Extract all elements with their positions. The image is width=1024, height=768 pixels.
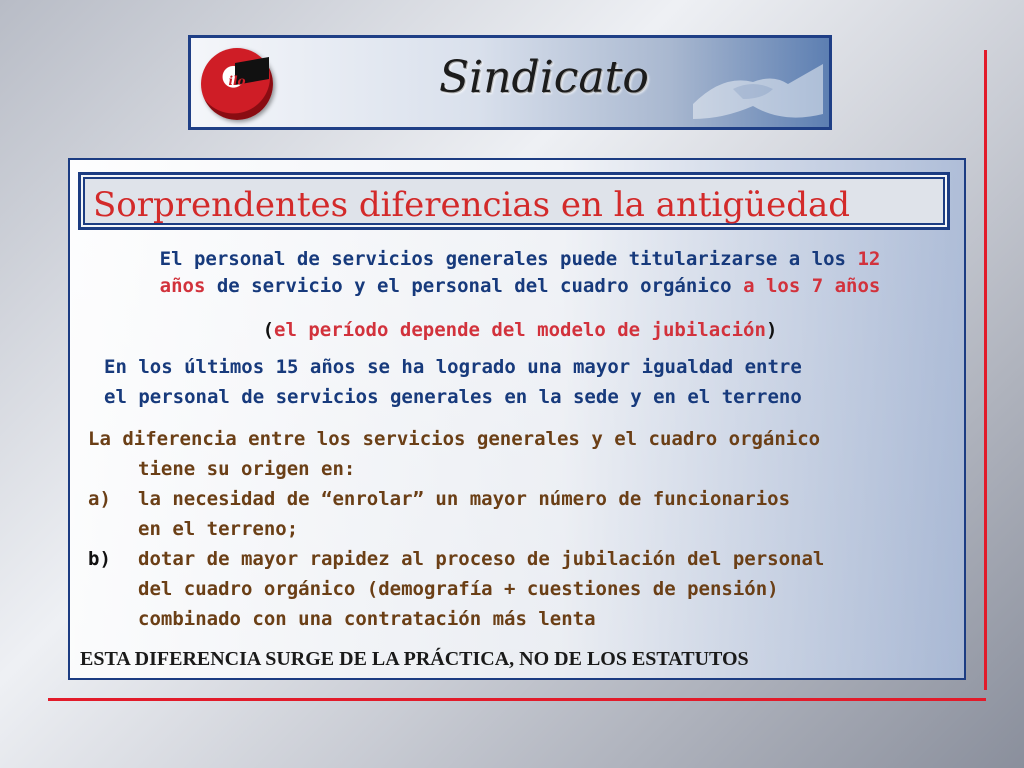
horizontal-accent-line xyxy=(48,698,986,701)
item-b-label: b) xyxy=(88,548,111,570)
paragraph-period-note xyxy=(110,315,930,345)
sindicato-banner xyxy=(188,35,832,130)
handshake-icon xyxy=(693,44,823,124)
vertical-accent-line xyxy=(984,50,987,690)
p1-text-b: 12 xyxy=(857,248,881,270)
p3-line2: el personal de servicios generales en la sede y en el terreno xyxy=(104,386,802,408)
p4-intro-line1: La diferencia entre los servicios generales y el cuadro orgánico xyxy=(88,428,821,450)
ilo-logo xyxy=(201,48,273,120)
list-item-a xyxy=(88,484,958,514)
logo-text: ilo xyxy=(228,74,246,88)
footer-statement: ESTA DIFERENCIA SURGE DE LA PRÁCTICA, NO DE LOS ESTATUTOS xyxy=(80,648,749,670)
item-b-line3: combinado con una contratación más lenta xyxy=(138,608,596,630)
item-b-line2: del cuadro orgánico (demografía + cuestiones de pensión) xyxy=(138,578,779,600)
p1-text-d: de servicio y el personal del cuadro orgánico xyxy=(205,275,744,297)
heading-box xyxy=(78,172,950,230)
paragraph-origin xyxy=(88,424,958,634)
p2-open: ( xyxy=(262,319,275,341)
slide-heading: Sorprendentes diferencias en la antigüedad xyxy=(93,185,850,225)
paragraph-titularization xyxy=(100,246,940,300)
banner-title: Sindicato xyxy=(439,52,649,103)
p1-text-e: a los 7 años xyxy=(743,275,881,297)
list-item-b xyxy=(88,544,958,574)
item-a-line2: en el terreno; xyxy=(138,518,299,540)
item-b-line1: dotar de mayor rapidez al proceso de jubilación del personal xyxy=(138,548,825,570)
p4-intro-line2: tiene su origen en: xyxy=(138,458,356,480)
p3-line1: En los últimos 15 años se ha logrado una mayor igualdad entre xyxy=(104,356,802,378)
p1-text-c: años xyxy=(159,275,206,297)
item-a-label: a) xyxy=(88,488,111,510)
paragraph-equality xyxy=(104,352,954,412)
item-a-line1: la necesidad de “enrolar” un mayor número de funcionarios xyxy=(138,488,791,510)
content-panel xyxy=(68,158,966,680)
p2-close: ) xyxy=(765,319,778,341)
p2-text: el período depende del modelo de jubilación xyxy=(274,319,766,341)
p1-text-a: El personal de servicios generales puede titularizarse a los xyxy=(159,248,858,270)
